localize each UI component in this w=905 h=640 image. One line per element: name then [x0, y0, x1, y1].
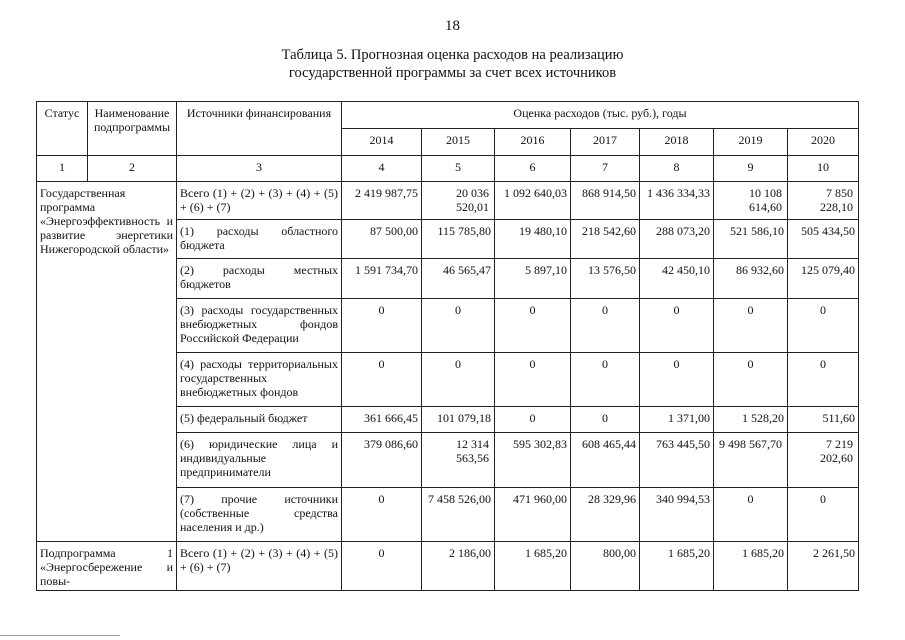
- funding-source-cell: (3) расходы государственных внебюджетных фондов Российской Федерации: [177, 298, 342, 352]
- funding-source-cell: (6) юридические лица и индивидуальные предприниматели: [177, 432, 342, 487]
- table-title: [0, 46, 905, 82]
- value-cell: 608 465,44: [571, 432, 640, 487]
- value-cell: 763 445,50: [640, 432, 714, 487]
- program-status-continuation: [37, 258, 177, 541]
- column-number: 6: [495, 156, 571, 182]
- value-cell: 868 914,50: [571, 182, 640, 220]
- funding-source-cell: Всего (1) + (2) + (3) + (4) + (5) + (6) + (7): [177, 182, 342, 220]
- column-number: 1: [37, 156, 88, 182]
- value-cell: 505 434,50: [788, 220, 859, 258]
- value-cell: 340 994,53: [640, 487, 714, 541]
- year-header: 2019: [714, 129, 788, 156]
- value-cell: 101 079,18: [422, 406, 495, 432]
- value-cell: 0: [342, 298, 422, 352]
- value-cell: 0: [495, 406, 571, 432]
- value-cell: 7 219 202,60: [788, 432, 859, 487]
- value-cell: 379 086,60: [342, 432, 422, 487]
- value-cell: 0: [342, 352, 422, 406]
- value-cell: 0: [714, 352, 788, 406]
- value-cell: 1 685,20: [714, 541, 788, 590]
- value-cell: 0: [714, 298, 788, 352]
- value-cell: 7 850 228,10: [788, 182, 859, 220]
- header-estimate: Оценка расходов (тыс. руб.), годы: [342, 102, 859, 129]
- column-number: 8: [640, 156, 714, 182]
- value-cell: 0: [788, 298, 859, 352]
- value-cell: 9 498 567,70: [714, 432, 788, 487]
- value-cell: 0: [640, 298, 714, 352]
- value-cell: 0: [571, 406, 640, 432]
- value-cell: 19 480,10: [495, 220, 571, 258]
- value-cell: 86 932,60: [714, 258, 788, 298]
- table-title-line-2: государственной программы за счет всех источников: [288, 65, 617, 81]
- value-cell: 7 458 526,00: [422, 487, 495, 541]
- table-title-line-1: Таблица 5. Прогнозная оценка расходов на реализацию: [281, 47, 624, 63]
- column-number: 7: [571, 156, 640, 182]
- value-cell: 5 897,10: [495, 258, 571, 298]
- funding-source-cell: Всего (1) + (2) + (3) + (4) + (5) + (6) + (7): [177, 541, 342, 590]
- value-cell: 0: [422, 298, 495, 352]
- table-row: [37, 182, 859, 220]
- value-cell: 1 685,20: [640, 541, 714, 590]
- value-cell: 1 591 734,70: [342, 258, 422, 298]
- header-row: [37, 102, 859, 129]
- value-cell: 28 329,96: [571, 487, 640, 541]
- page-number: 18: [445, 18, 460, 34]
- funding-source-cell: (7) прочие источники (собственные средства населения и др.): [177, 487, 342, 541]
- value-cell: 800,00: [571, 541, 640, 590]
- year-header: 2017: [571, 129, 640, 156]
- value-cell: 0: [714, 487, 788, 541]
- value-cell: 0: [571, 352, 640, 406]
- value-cell: 0: [342, 541, 422, 590]
- year-header: 2018: [640, 129, 714, 156]
- year-header: 2016: [495, 129, 571, 156]
- value-cell: 1 436 334,33: [640, 182, 714, 220]
- value-cell: 288 073,20: [640, 220, 714, 258]
- value-cell: 471 960,00: [495, 487, 571, 541]
- value-cell: 0: [495, 298, 571, 352]
- header-funding-sources: Источники финансирования: [177, 102, 342, 156]
- column-number: 3: [177, 156, 342, 182]
- funding-source-cell: (1) расходы областного бюджета: [177, 220, 342, 258]
- subprogram-status-cell: Подпрограмма 1 «Энергосбережение и повы-: [37, 541, 177, 590]
- value-cell: 0: [640, 352, 714, 406]
- value-cell: 2 186,00: [422, 541, 495, 590]
- year-header: 2020: [788, 129, 859, 156]
- value-cell: 115 785,80: [422, 220, 495, 258]
- year-header: 2015: [422, 129, 495, 156]
- value-cell: 87 500,00: [342, 220, 422, 258]
- footnote-rule: [0, 635, 120, 636]
- expenditure-table: [36, 101, 859, 591]
- value-cell: 0: [788, 487, 859, 541]
- value-cell: 1 685,20: [495, 541, 571, 590]
- column-number-row: [37, 156, 859, 182]
- value-cell: 125 079,40: [788, 258, 859, 298]
- year-header: 2014: [342, 129, 422, 156]
- value-cell: 218 542,60: [571, 220, 640, 258]
- funding-source-cell: (4) расходы территориальных государственных внебюджетных фондов: [177, 352, 342, 406]
- header-status: Статус: [37, 102, 88, 156]
- funding-source-cell: (2) расходы местных бюджетов: [177, 258, 342, 298]
- value-cell: 1 371,00: [640, 406, 714, 432]
- value-cell: 361 666,45: [342, 406, 422, 432]
- value-cell: 42 450,10: [640, 258, 714, 298]
- value-cell: 13 576,50: [571, 258, 640, 298]
- program-status-cell: Государственная программа «Энергоэффективность и развитие энергетики Нижегородской области»: [37, 182, 177, 259]
- value-cell: 595 302,83: [495, 432, 571, 487]
- value-cell: 0: [342, 487, 422, 541]
- subprogram-row: [37, 541, 859, 590]
- value-cell: 0: [788, 352, 859, 406]
- table-row: [37, 258, 859, 298]
- funding-source-cell: (5) федеральный бюджет: [177, 406, 342, 432]
- value-cell: 12 314 563,56: [422, 432, 495, 487]
- column-number: 2: [88, 156, 177, 182]
- header-subprogram-name: Наименование подпрограммы: [88, 102, 177, 156]
- value-cell: 2 261,50: [788, 541, 859, 590]
- value-cell: 1 092 640,03: [495, 182, 571, 220]
- column-number: 5: [422, 156, 495, 182]
- value-cell: 10 108 614,60: [714, 182, 788, 220]
- value-cell: 0: [422, 352, 495, 406]
- value-cell: 46 565,47: [422, 258, 495, 298]
- column-number: 10: [788, 156, 859, 182]
- value-cell: 0: [495, 352, 571, 406]
- value-cell: 2 419 987,75: [342, 182, 422, 220]
- value-cell: 1 528,20: [714, 406, 788, 432]
- column-number: 9: [714, 156, 788, 182]
- column-number: 4: [342, 156, 422, 182]
- value-cell: 20 036 520,01: [422, 182, 495, 220]
- value-cell: 521 586,10: [714, 220, 788, 258]
- value-cell: 0: [571, 298, 640, 352]
- value-cell: 511,60: [788, 406, 859, 432]
